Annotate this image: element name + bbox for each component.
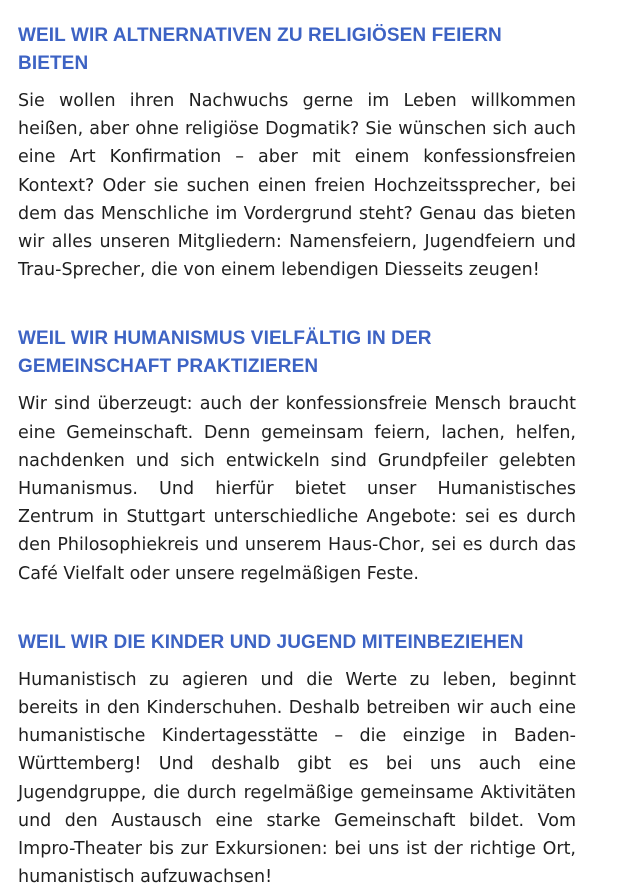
section-body-text: Wir sind überzeugt: auch der konfessionsfreie Mensch braucht eine Gemeinschaft. Denn gemeinsam feiern, lachen, helfen, nachdenken und sich entwickeln sind Grundpfeiler gelebten Humanismus. Und hierfür bietet unser Humanistisches Zentrum in Stuttgart unterschiedliche Angebote: sei es durch den Philosophiekreis und unserem Haus-Chor, sei es durch das Café Vielfalt oder unsere regelmäßigen Feste. [18,394,576,584]
section-humanism-community [18,325,576,587]
section-children-youth [18,629,576,891]
section-heading: WEIL WIR ALTNERNATIVEN ZU RELIGIÖSEN FEIERN BIETEN [18,25,502,74]
section-heading: WEIL WIR HUMANISMUS VIELFÄLTIG IN DER GEMEINSCHAFT PRAKTIZIEREN [18,328,432,378]
section-religious-alternatives [18,22,576,284]
section-heading: WEIL WIR DIE KINDER UND JUGEND MITEINBEZIEHEN [18,631,524,653]
content-page [18,22,576,891]
section-body-text: Sie wollen ihren Nachwuchs gerne im Leben willkommen heißen, aber ohne religiöse Dogmatik? Sie wünschen sich auch eine Art Konfirmation – aber mit einem konfessionsfreien Kontext? Oder sie suchen einen freien Hochzeitssprecher, bei dem das Menschliche im Vordergrund steht? Genau das bieten wir alles unseren Mitgliedern: Namensfeiern, Jugendfeiern und Trau-Sprecher, die von einem lebendigen Diesseits zeugen! [18,91,576,281]
section-body-text: Humanistisch zu agieren und die Werte zu leben, beginnt bereits in den Kinderschuhen. Deshalb betreiben wir auch eine humanistische Kindertagesstätte – die einzige in Baden-Württemberg! Und deshalb gibt es bei uns auch eine Jugendgruppe, die durch regelmäßige gemeinsame Aktivitäten und den Austausch eine starke Gemeinschaft bildet. Vom Impro-Theater bis zur Exkursionen: bei uns ist der richtige Ort, humanistisch aufzuwachsen! [18,669,576,888]
